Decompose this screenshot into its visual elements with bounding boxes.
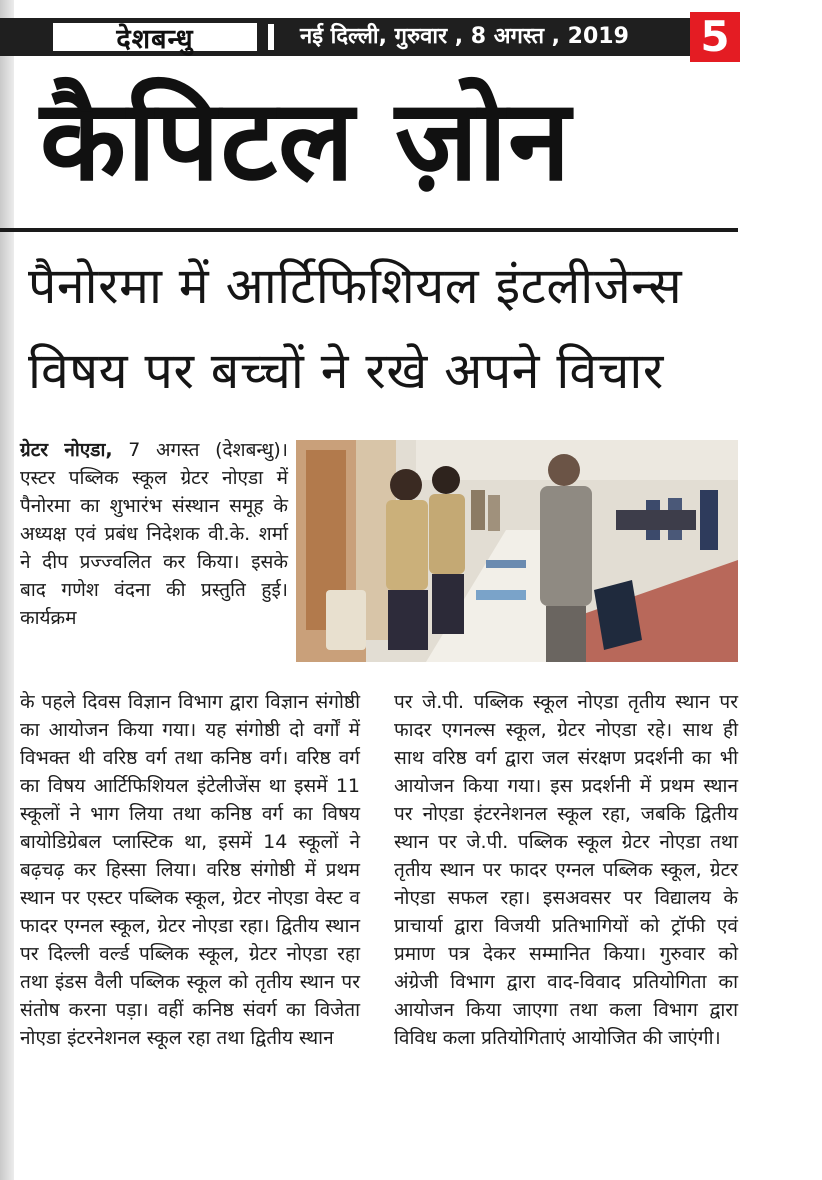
page-number-badge: 5 [690, 12, 740, 62]
exhibition-photo-illustration [296, 440, 738, 662]
article-photo [296, 440, 738, 662]
page-edge-strip [0, 0, 14, 1180]
masthead-dateline: नई दिल्ली, गुरुवार , 8 अगस्त , 2019 [300, 24, 629, 49]
headline-line-2: विषय पर बच्चों ने रखे अपने विचार [28, 342, 664, 400]
headline-line-1: पैनोरमा में आर्टिफिशियल इंटलीजेन्स [28, 257, 683, 315]
article-body-column-right: पर जे.पी. पब्लिक स्कूल नोएडा तृतीय स्थान पर फादर एगनल्स स्कूल, ग्रेटर नोएडा रहे। साथ ही साथ वरिष्ठ वर्ग द्वारा जल संरक्षण प्रदर्शनी का भी आयोजन किया गया। इस प्रदर्शनी में प्रथम स्थान पर नोएडा इंटरनेशनल स्कूल रहा, जबकि द्वितीय स्थान पर जे.पी. पब्लिक स्कूल ग्रेटर नोएडा तथा तृतीय स्थान पर फादर एग्नल पब्लिक स्कूल, ग्रेटर नोएडा सफल रहा। इसअवसर पर विद्यालय के प्राचार्या द्वारा विजयी प्रतिभागियों को ट्रॉफी एवं प्रमाण पत्र देकर सम्मानित किया। गुरुवार को अंग्रेजी विभाग द्वारा वाद-विवाद प्रतियोगिता का आयोजन किया जाएगा तथा कला विभाग द्वारा विविध कला प्रतियोगिताएं आयोजित की जाएंगी। [394, 691, 738, 1049]
section-divider-rule [0, 228, 738, 232]
article-body-column-left: के पहले दिवस विज्ञान विभाग द्वारा विज्ञान संगोष्ठी का आयोजन किया गया। यह संगोष्ठी दो वर्गों में विभक्त थी वरिष्ठ वर्ग तथा कनिष्ठ वर्ग। वरिष्ठ वर्ग का विषय आर्टिफिशियल इंटेलीजेंस था इसमें 11 स्कूलों ने भाग लिया तथा कनिष्ठ वर्ग का विषय बायोडिग्रेबल प्लास्टिक था, इसमें 14 स्कूलों ने बढ़चढ़ कर हिस्सा लिया। वरिष्ठ संगोष्ठी में प्रथम स्थान पर एस्टर पब्लिक स्कूल, ग्रेटर नोएडा वेस्ट व फादर एग्नल स्कूल, ग्रेटर नोएडा रहा। द्वितीय स्थान पर दिल्ली वर्ल्ड पब्लिक स्कूल, ग्रेटर नोएडा रहा तथा इंडस वैली पब्लिक स्कूल को तृतीय स्थान पर संतोष करना पड़ा। वहीं कनिष्ठ संवर्ग का विजेता नोएडा इंटरनेशनल स्कूल रहा तथा द्वितीय स्थान [20, 691, 360, 1049]
masthead-divider [268, 24, 274, 50]
article-dateline: ग्रेटर नोएडा, [20, 439, 113, 461]
newspaper-logo: देशबन्धु [50, 20, 260, 54]
article-body-intro [20, 436, 288, 632]
newspaper-masthead [0, 12, 822, 62]
section-title: कैपिटल ज़ोन [40, 76, 572, 206]
article-body-intro-text: 7 अगस्त (देशबन्धु)। एस्टर पब्लिक स्कूल ग्रेटर नोएडा में पैनोरमा का शुभारंभ संस्थान समूह के अध्यक्ष एवं प्रबंध निदेशक वी.के. शर्मा ने दीप प्रज्ज्वलित कर किया। इसके बाद गणेश वंदना की प्रस्तुति हुई। कार्यक्रम [20, 439, 288, 629]
article-headline [28, 244, 743, 414]
